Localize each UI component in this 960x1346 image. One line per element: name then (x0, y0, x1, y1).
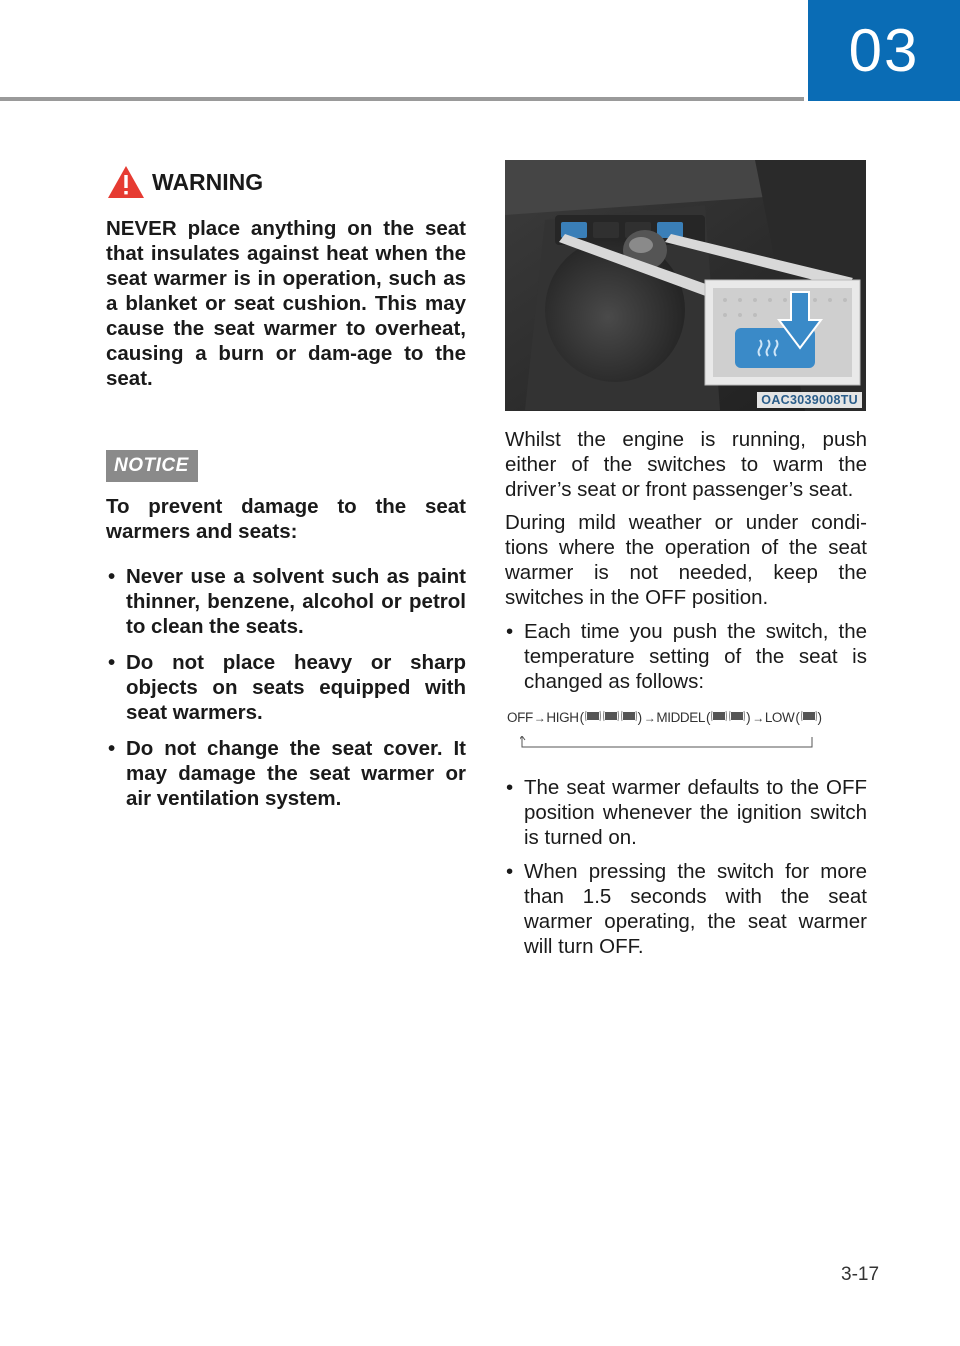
left-column (106, 162, 466, 822)
notice-item: • Do not place heavy or sharp objects on seats equipped with seat warmers. (108, 651, 466, 724)
chapter-tab: 03 (808, 0, 960, 101)
arrow-right-icon: → (752, 710, 764, 725)
low-indicator-group: ( ) (795, 710, 822, 725)
middle-label: MIDDEL (656, 710, 705, 725)
notice-item: • Do not change the seat cover. It may damage the seat warmer or air ventilation system. (108, 737, 466, 810)
heat-indicator-icon (585, 710, 601, 722)
low-label: LOW (764, 710, 795, 725)
warning-text: NEVER place anything on the seat that insulates against heat when the seat warmer is in operation, such as a blanket or seat cushion. This may cause the seat warmer to overheat, causing a burn or dam-age to the seat. (106, 217, 466, 390)
heat-indicator-icon (621, 710, 637, 722)
notice-intro: To prevent damage to the seat warmers and seats: (106, 494, 466, 543)
warning-header (106, 162, 466, 202)
heat-indicator-icon (729, 710, 745, 722)
bullet-item: • The seat warmer defaults to the OFF position whenever the ignition switch is turned on. (506, 776, 867, 849)
warning-triangle-icon (106, 164, 146, 200)
warning-title: WARNING (152, 168, 264, 195)
console-illustration (505, 160, 866, 411)
header-rule (0, 97, 804, 101)
figure-code: OAC3039008TU (757, 392, 862, 408)
heat-indicator-icon (801, 710, 817, 722)
high-label: HIGH (546, 710, 579, 725)
off-label: OFF (507, 710, 533, 725)
arrow-right-icon: → (533, 710, 546, 725)
notice-badge: NOTICE (106, 450, 198, 482)
notice-item: • Never use a solvent such as paint thinner, benzene, alcohol or petrol to clean the seats. (108, 565, 466, 638)
seat-warmer-photo (505, 160, 866, 411)
arrow-right-icon: → (643, 710, 656, 725)
body-paragraph: Whilst the engine is running, push either of the switches to warm the driver’s seat or front passenger’s seat. (505, 428, 867, 501)
cycle-return-arrow-icon (520, 736, 814, 748)
heat-indicator-icon (711, 710, 727, 722)
middle-indicator-group: ( ) (706, 710, 751, 725)
right-column (505, 160, 867, 968)
bullet-item: • Each time you push the switch, the temperature setting of the seat is changed as follows: (506, 620, 867, 693)
bullet-list (505, 619, 867, 694)
bullet-item: • When pressing the switch for more than 1.5 seconds with the seat warmer operating, the seat warmer will turn OFF. (506, 860, 867, 958)
high-indicator-group: ( ) (579, 710, 642, 725)
heat-level-cycle (505, 706, 867, 766)
notice-list (106, 564, 466, 811)
page-number: 3-17 (841, 1264, 880, 1285)
bullet-list (505, 775, 867, 959)
heat-indicator-icon (603, 710, 619, 722)
body-paragraph: During mild weather or under condi-tions where the operation of the seat warmer is not needed, keep the switches in the OFF position. (505, 511, 867, 609)
